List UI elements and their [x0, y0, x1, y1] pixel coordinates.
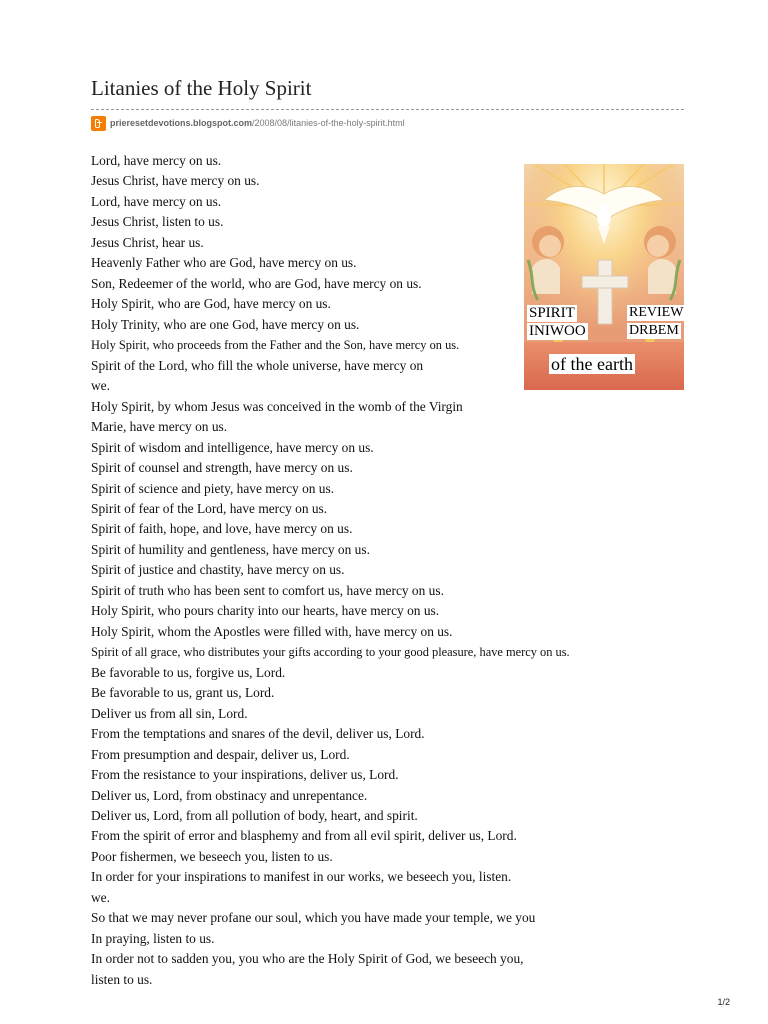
litany-line: Lord, have mercy on us.	[91, 153, 222, 168]
litany-line: In praying, listen to us.	[91, 930, 215, 946]
litany-line: Spirit of wisdom and intelligence, have mercy on us.	[91, 439, 374, 455]
litany-line: In order not to sadden you, you who are the Holy Spirit of God, we beseech you,	[91, 951, 524, 967]
litany-line: Spirit of fear of the Lord, have mercy on us.	[91, 500, 328, 516]
litany-line: Jesus Christ, have mercy on us.	[91, 173, 260, 189]
page-indicator: 1/2	[717, 997, 730, 1007]
litany-line: Deliver us, Lord, from obstinacy and unrepentance.	[91, 787, 368, 803]
source-domain: prieresetdevotions.blogspot.com	[110, 118, 253, 128]
source-link[interactable]	[91, 115, 405, 131]
page-title: Litanies of the Holy Spirit	[91, 76, 312, 100]
litany-line: Heavenly Father who are God, have mercy on us.	[91, 255, 357, 271]
litany-line: Holy Spirit, who proceeds from the Father and the Son, have mercy on us.	[91, 338, 460, 353]
litany-line: From presumption and despair, deliver us, Lord.	[91, 746, 350, 762]
litany-line: Deliver us, Lord, from all pollution of body, heart, and spirit.	[91, 808, 418, 823]
litany-line: From the spirit of error and blasphemy and from all evil spirit, deliver us, Lord.	[91, 828, 517, 844]
litany-line: Jesus Christ, hear us.	[91, 234, 204, 250]
litany-line: Son, Redeemer of the world, who are God, have mercy on us.	[91, 275, 422, 291]
holy-spirit-image	[524, 164, 684, 390]
litany-line: Holy Spirit, who pours charity into our hearts, have mercy on us.	[91, 603, 440, 619]
litany-line: So that we may never profane our soul, which you have made your temple, we you	[91, 910, 536, 926]
image-overlay-text-iniwoo: INIWOO	[529, 323, 586, 339]
litany-line: we.	[91, 378, 110, 394]
litany-line: In order for your inspirations to manifest in our works, we beseech you, listen.	[91, 869, 512, 885]
litany-line: Poor fishermen, we beseech you, listen to us.	[91, 848, 333, 864]
litany-line: Spirit of truth who has been sent to comfort us, have mercy on us.	[91, 582, 444, 598]
blogger-icon	[91, 116, 106, 131]
image-overlay-text-review: REVIEW	[629, 305, 684, 320]
litany-line: Spirit of humility and gentleness, have mercy on us.	[91, 541, 370, 557]
image-overlay-text-drbem: DRBEM	[629, 323, 679, 338]
litany-line: Spirit of the Lord, who fill the whole universe, have mercy on	[91, 357, 424, 373]
litany-line: Holy Spirit, by whom Jesus was conceived in the womb of the Virgin	[91, 398, 463, 414]
litany-line: Be favorable to us, grant us, Lord.	[91, 685, 275, 701]
litany-line: Holy Spirit, whom the Apostles were filled with, have mercy on us.	[91, 623, 453, 639]
litany-line: Deliver us from all sin, Lord.	[91, 705, 248, 721]
litany-line: Holy Trinity, who are one God, have mercy on us.	[91, 316, 360, 332]
litany-line: Lord, have mercy on us.	[91, 193, 222, 209]
litany-line: Marie, have mercy on us.	[91, 419, 228, 435]
source-path: /2008/08/litanies-of-the-holy-spirit.html	[252, 118, 405, 128]
litany-line: Spirit of faith, hope, and love, have mercy on us.	[91, 521, 353, 537]
litany-line: Spirit of counsel and strength, have mercy on us.	[91, 460, 353, 476]
litany-line: From the temptations and snares of the devil, deliver us, Lord.	[91, 726, 425, 742]
litany-line: From the resistance to your inspirations, deliver us, Lord.	[91, 767, 399, 783]
title-divider	[91, 109, 684, 110]
litany-line: we.	[91, 889, 110, 905]
litany-line: Jesus Christ, listen to us.	[91, 214, 224, 230]
litany-line: listen to us.	[91, 971, 153, 987]
image-overlay-text-spirit: SPIRIT	[529, 305, 575, 321]
litany-line: Spirit of science and piety, have mercy on us.	[91, 480, 335, 496]
litany-line: Holy Spirit, who are God, have mercy on us.	[91, 296, 331, 312]
litany-line: Spirit of justice and chastity, have mercy on us.	[91, 562, 345, 578]
litany-line: Spirit of all grace, who distributes your gifts according to your good pleasure, have mercy on us.	[91, 645, 570, 660]
image-overlay-text-earth: of the earth	[551, 354, 633, 374]
litany-line: Be favorable to us, forgive us, Lord.	[91, 664, 286, 680]
